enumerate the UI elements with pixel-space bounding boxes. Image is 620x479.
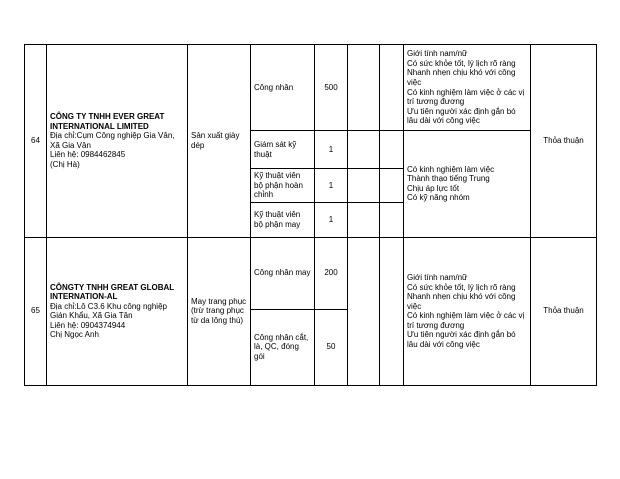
position-quantity: 50 xyxy=(315,309,348,385)
requirement-item: Có kinh nghiệm làm việc ở các vị trí tương đương xyxy=(407,311,525,330)
salary-cell: Thỏa thuận xyxy=(531,45,597,238)
requirement-item: Có kỹ năng nhóm xyxy=(407,193,470,203)
requirement-item: Có sức khỏe tốt, lý lịch rõ ràng xyxy=(407,58,516,68)
requirement-item: Chịu áp lực tốt xyxy=(407,183,460,193)
industry-cell: Sản xuất giày dép xyxy=(188,45,251,238)
empty-cell xyxy=(348,202,380,237)
empty-cell xyxy=(348,169,380,203)
requirement-item: Có kinh nghiệm làm việc xyxy=(407,164,495,174)
position-title: Công nhân cắt, là, QC, đóng gói xyxy=(251,309,315,385)
requirement-item: Nhanh nhẹn chịu khó với công việc xyxy=(407,292,516,311)
requirement-item: Giới tính nam/nữ xyxy=(407,272,468,282)
position-title: Giám sát kỹ thuật xyxy=(251,131,315,169)
requirement-item: Giới tính nam/nữ xyxy=(407,49,468,59)
company-info xyxy=(47,237,188,385)
row-number: 65 xyxy=(25,237,47,385)
position-quantity: 500 xyxy=(315,45,348,131)
requirement-item: Ưu tiên người xác định gắn bó lâu dài với công việc xyxy=(407,330,516,350)
company-info xyxy=(47,45,188,238)
empty-cell xyxy=(380,202,404,237)
company-contact: Liên hệ: 0984462845 xyxy=(50,150,126,160)
position-title: Kỹ thuật viên bộ phận hoàn chỉnh xyxy=(251,169,315,203)
industry-cell: May trang phục (trừ trang phục từ da lông thú) xyxy=(188,237,251,385)
position-title: Kỹ thuật viên bộ phận may xyxy=(251,202,315,237)
empty-cell xyxy=(380,45,404,131)
empty-cell xyxy=(380,237,404,385)
requirements-cell xyxy=(404,237,531,385)
position-quantity: 1 xyxy=(315,202,348,237)
company-contact: Liên hệ: 0904374944 xyxy=(50,320,126,330)
company-name: CÔNG TY TNHH EVER GREAT INTERNATIONAL LIMITED xyxy=(50,112,165,131)
requirement-item: Nhanh nhẹn chịu khó với công việc xyxy=(407,68,516,87)
empty-cell xyxy=(380,169,404,203)
requirement-item: Thành thạo tiếng Trung xyxy=(407,174,490,184)
contact-person: (Chị Hà) xyxy=(50,160,80,170)
requirement-item: Ưu tiên người xác định gắn bó lâu dài với công việc xyxy=(407,106,516,126)
empty-cell xyxy=(380,131,404,169)
company-address: Địa chỉ:Lô C3.6 Khu công nghiệp Gián Khẩu, Xã Gia Tân xyxy=(50,301,167,321)
requirement-item: Có sức khỏe tốt, lý lịch rõ ràng xyxy=(407,282,516,292)
company-name: CÔNGTY TNHH GREAT GLOBAL INTERNATION-AL xyxy=(50,282,174,302)
requirements-cell xyxy=(404,131,531,238)
company-address: Địa chỉ:Cụm Công nghiệp Gia Vân, Xã Gia Vân xyxy=(50,131,175,150)
table-row xyxy=(25,45,597,131)
position-quantity: 1 xyxy=(315,169,348,203)
salary-cell: Thỏa thuận xyxy=(531,237,597,385)
empty-cell xyxy=(348,131,380,169)
position-title: Công nhân may xyxy=(251,237,315,309)
contact-person: Chị Ngọc Anh xyxy=(50,330,99,340)
empty-cell xyxy=(348,45,380,131)
recruitment-table xyxy=(24,44,597,386)
position-title: Công nhân xyxy=(251,45,315,131)
requirement-item: Có kinh nghiệm làm việc ở các vị trí tương đương xyxy=(407,87,525,107)
position-quantity: 1 xyxy=(315,131,348,169)
requirements-cell xyxy=(404,45,531,131)
row-number: 64 xyxy=(25,45,47,238)
position-quantity: 200 xyxy=(315,237,348,309)
empty-cell xyxy=(348,237,380,385)
table-row xyxy=(25,237,597,309)
